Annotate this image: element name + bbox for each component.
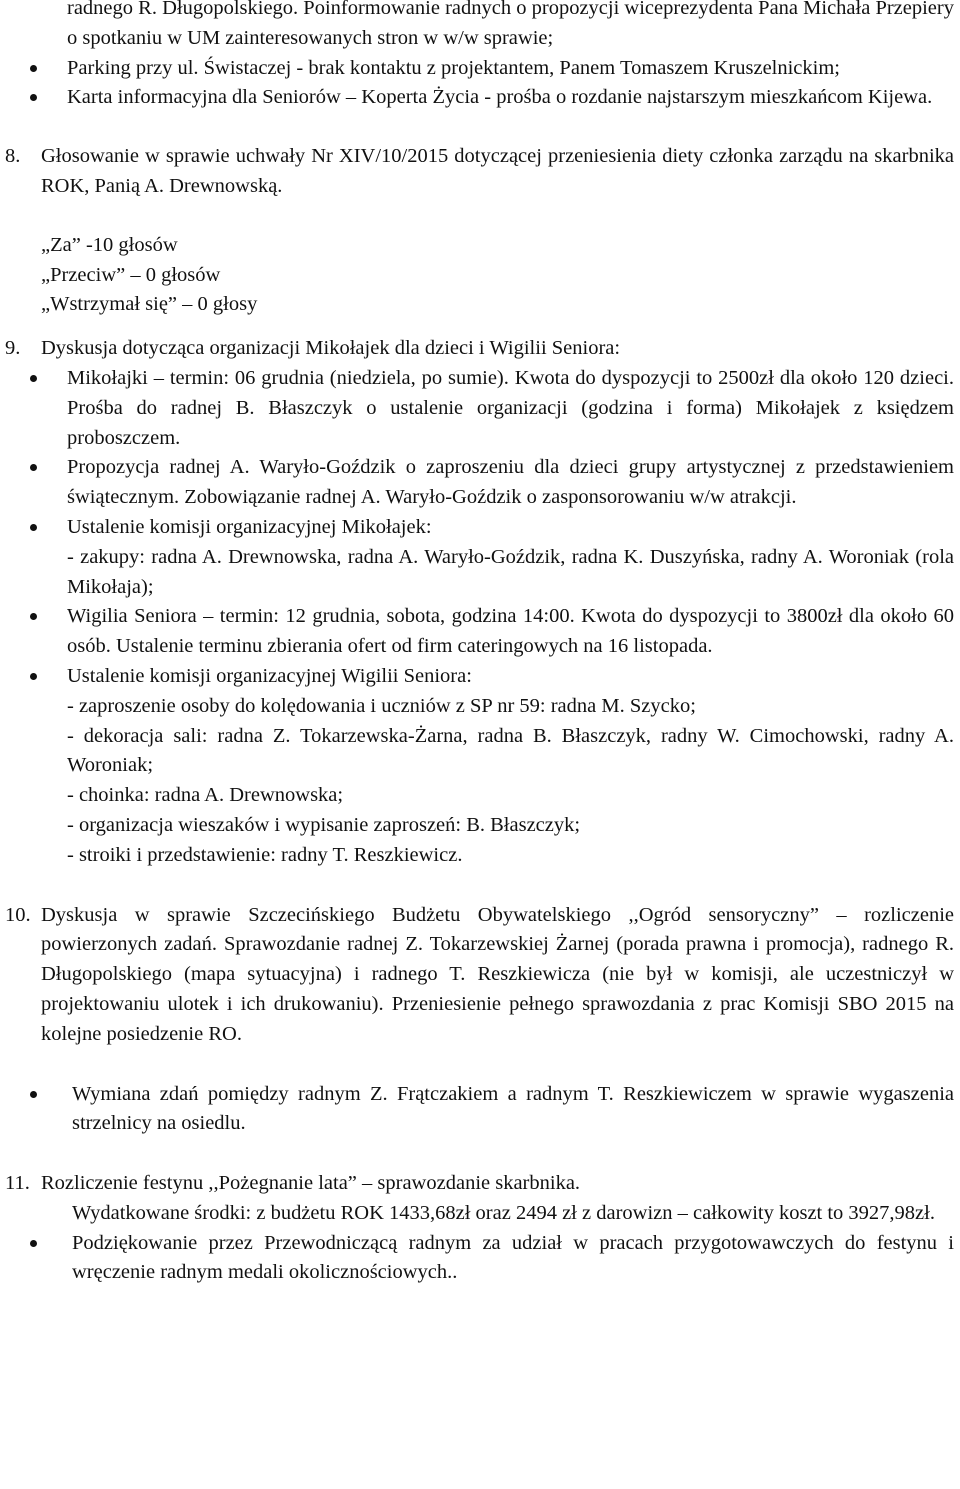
item-8 — [0, 142, 960, 202]
item-9-number: 9. — [5, 337, 21, 360]
intro-continuation: radnego R. Długopolskiego. Poinformowanie radnych o propozycji wiceprezydenta Pana Michała Przepiery o spotkaniu w UM zainteresowanych stron w w/w sprawie; — [67, 0, 954, 49]
item-10-number: 10. — [5, 903, 31, 926]
item-11 — [0, 1169, 960, 1199]
item-9-heading: Dyskusja dotycząca organizacji Mikołajek dla dzieci i Wigilii Seniora: — [41, 337, 621, 360]
bullet-karta: Karta informacyjna dla Seniorów – Koperta Życia - prośba o rozdanie najstarszym mieszkańcom Kijewa. — [0, 83, 960, 113]
bullet-wymiana-zdan: Wymiana zdań pomiędzy radnym Z. Frątczakiem a radnym T. Reszkiewiczem w sprawie wygaszenia strzelnicy na osiedlu. — [0, 1080, 960, 1140]
bullet-mikolajki: Mikołajki – termin: 06 grudnia (niedziela, po sumie). Kwota do dyspozycji to 2500zł dla około 120 dzieci. Prośba do radnej B. Błaszczyk o ustalenie organizacji (godzina i forma) Mikołajek z księdzem proboszczem. — [0, 364, 960, 453]
bullet-parking: Parking przy ul. Świstaczej - brak kontaktu z projektantem, Panem Tomaszem Kruszelnickim; — [0, 54, 960, 84]
item-10-text: Dyskusja w sprawie Szczecińskiego Budżetu Obywatelskiego ,,Ogród sensoryczny” – rozliczenie powierzonych zadań. Sprawozdanie radnej Z. Tokarzewskiej Żarnej (porada prawna i promocja), radnego R. Długopolskiego (mapa sytuacyjna) i radnego T. Reszkiewicza (nie był w komisji, ale uczestniczył w projektowaniu ulotek i ich drukowaniu). Przeniesienie pełnego sprawozdania z prac Komisji SBO 2015 na kolejne posiedzenie RO. — [41, 903, 954, 1045]
bullet-wigilia: Wigilia Seniora – termin: 12 grudnia, sobota, godzina 14:00. Kwota do dyspozycji to 3800zł dla około 60 osób. Ustalenie terminu zbierania ofert od firm cateringowych na 16 listopada. — [0, 602, 960, 662]
item-11-number: 11. — [5, 1172, 30, 1195]
bullet-komisja-wigilii: Ustalenie komisji organizacyjnej Wigilii Seniora: — [0, 662, 960, 692]
bullet-propozycja: Propozycja radnej A. Waryło-Goździk o zaproszeniu dla dzieci grupy artystycznej z przedstawieniem świątecznym. Zobowiązanie radnej A. Waryło-Goździk o zasponsorowaniu w/w atrakcji. — [0, 453, 960, 513]
item-8-text: Głosowanie w sprawie uchwały Nr XIV/10/2015 dotyczącej przeniesienia diety członka zarządu na skarbnika ROK, Panią A. Drewnowską. — [41, 145, 954, 197]
vote-przeciw: „Przeciw” – 0 głosów — [41, 263, 221, 286]
item-8-number: 8. — [5, 145, 21, 168]
komisja-wigilii-dekoracja: - dekoracja sali: radna Z. Tokarzewska-Żarna, radna B. Błaszczyk, radny W. Cimochowski, radny A. Woroniak; — [67, 724, 954, 777]
komisja-mikolajek-zakupy: - zakupy: radna A. Drewnowska, radna A. Waryło-Goździk, radna K. Duszyńska, radny A. Woroniak (rola Mikołaja); — [67, 545, 954, 598]
item-10 — [0, 901, 960, 1050]
item-11-costs: Wydatkowane środki: z budżetu ROK 1433,68zł oraz 2494 zł z darowizn – całkowity koszt to 3927,98zł. — [72, 1201, 935, 1224]
bullet-podziekowanie: Podziękowanie przez Przewodniczącą radnym za udział w pracach przygotowawczych do festynu i wręczenie radnym medali okolicznościowych.. — [0, 1229, 960, 1289]
vote-wstrzymal: „Wstrzymał się” – 0 głosy — [41, 293, 258, 316]
komisja-wigilii-zaproszenie: - zaproszenie osoby do kolędowania i uczniów z SP nr 59: radna M. Szycko; — [67, 694, 696, 717]
item-11-text: Rozliczenie festynu ,,Pożegnanie lata” – sprawozdanie skarbnika. — [41, 1172, 581, 1195]
bullet-komisja-mikolajek: Ustalenie komisji organizacyjnej Mikołajek: — [0, 513, 960, 543]
vote-za: „Za” -10 głosów — [41, 233, 178, 256]
item-9 — [0, 334, 960, 364]
komisja-wigilii-wieszaki: - organizacja wieszaków i wypisanie zaproszeń: B. Błaszczyk; — [67, 813, 581, 836]
komisja-wigilii-stroiki: - stroiki i przedstawienie: radny T. Reszkiewicz. — [67, 843, 463, 866]
komisja-wigilii-choinka: - choinka: radna A. Drewnowska; — [67, 784, 344, 807]
